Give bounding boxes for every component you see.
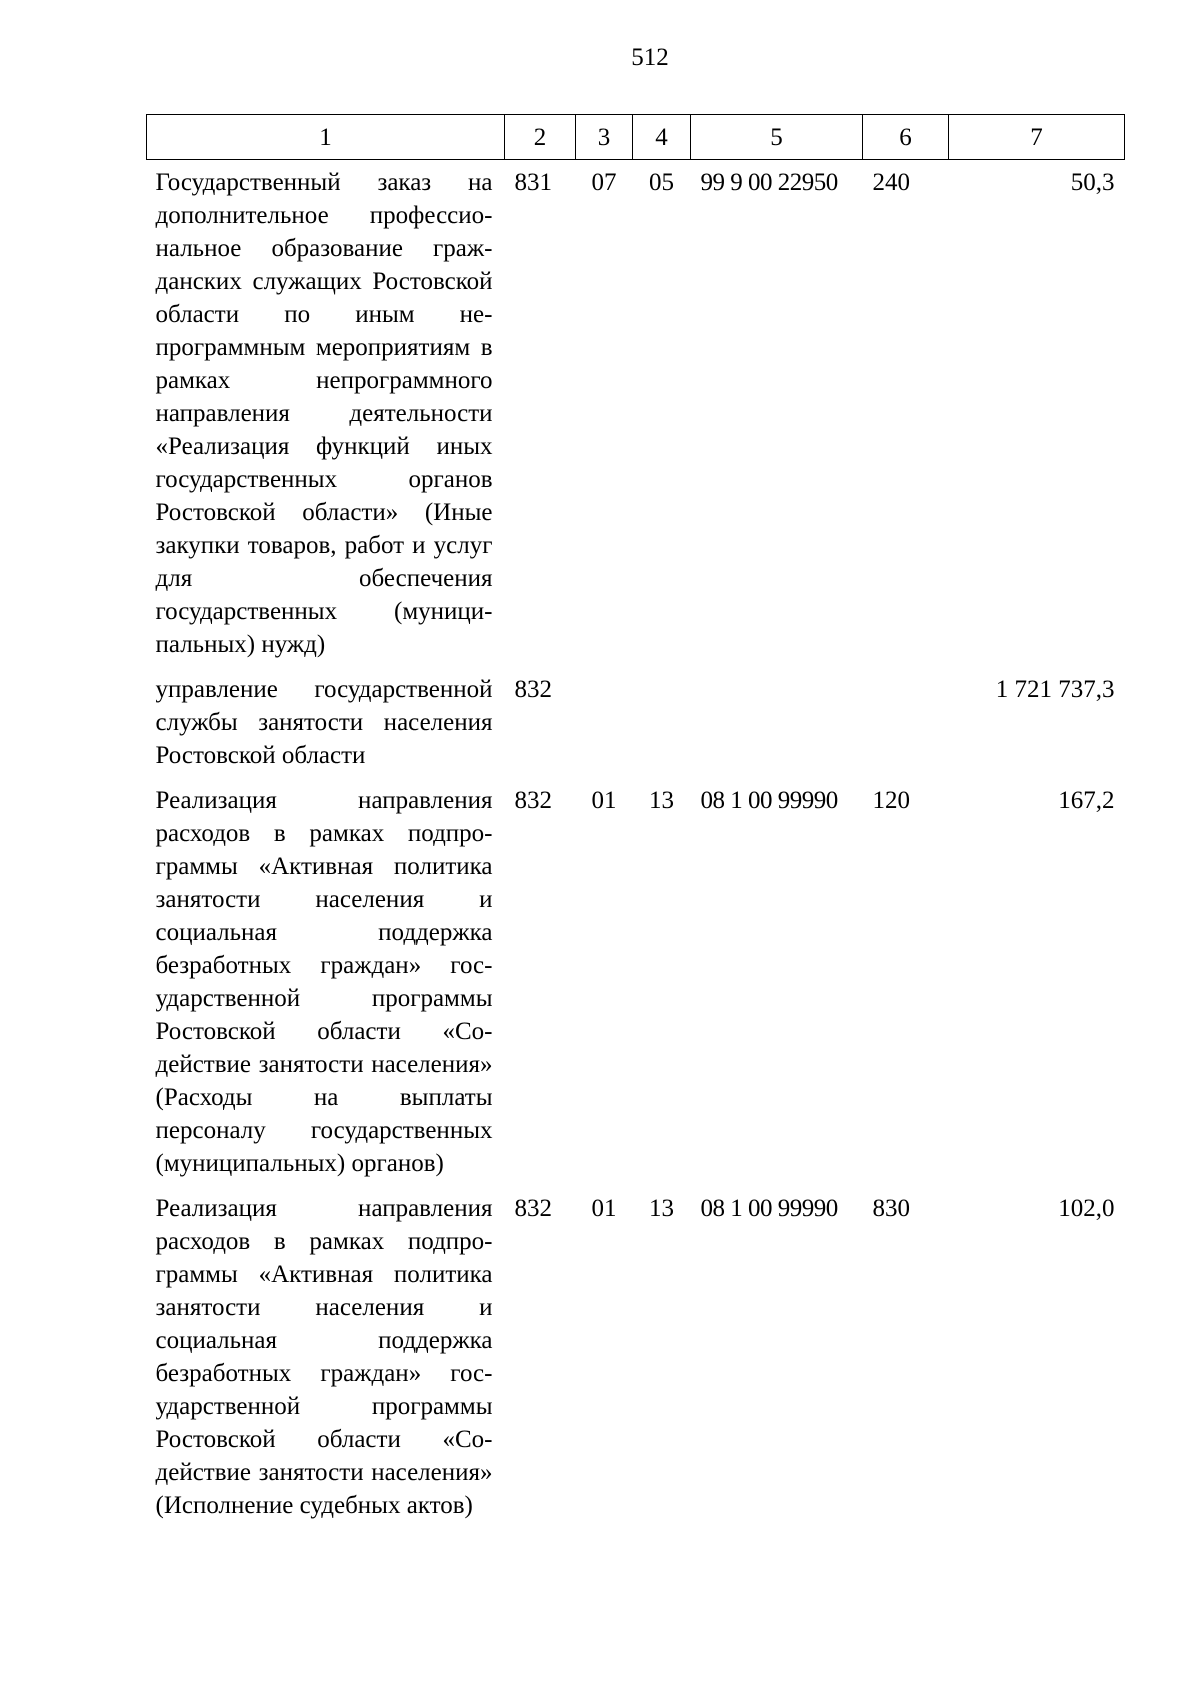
column-header-3: 3 <box>576 115 633 160</box>
table-header-row <box>147 115 1125 160</box>
row-ministry-code: 832 <box>514 1195 552 1222</box>
table-row <box>147 1186 1125 1528</box>
budget-table <box>146 114 1125 1528</box>
row-subsection-code <box>633 667 691 778</box>
row-expense-type: 240 <box>872 169 910 196</box>
row-expense-type: 120 <box>872 787 910 814</box>
row-section-code: 01 <box>591 787 617 814</box>
row-section-code: 01 <box>591 1195 617 1222</box>
row-expense-type: 830 <box>872 1195 910 1222</box>
row-ministry-code: 831 <box>514 169 552 196</box>
row-amount: 1 721 737,3 <box>995 676 1115 703</box>
row-target-article: 08 1 00 99990 <box>700 1195 838 1222</box>
column-header-6: 6 <box>863 115 949 160</box>
row-description: управление государственной службы занятости населения Ростовской области <box>155 676 493 769</box>
column-header-2: 2 <box>505 115 576 160</box>
row-amount: 50,3 <box>1070 169 1115 196</box>
row-target-article: 08 1 00 99990 <box>700 787 838 814</box>
row-section-code <box>576 667 633 778</box>
table-row <box>147 778 1125 1186</box>
row-expense-type <box>863 667 949 778</box>
row-description: Государственный заказ на дополнительное профессиональное образование гражданских служащих Ростовской области по иным непрограммным мероприятиям в рамках непрограммного направления деятельности «Реализация функций иных государственных органов Ростовской области» (Иные закупки товаров, работ и услуг для обеспечения государственных (муниципальных) нужд) <box>155 169 493 658</box>
row-amount: 102,0 <box>1058 1195 1115 1222</box>
table-row <box>147 667 1125 778</box>
column-header-1: 1 <box>147 115 505 160</box>
row-amount: 167,2 <box>1058 787 1115 814</box>
row-target-article: 99 9 00 22950 <box>700 169 838 196</box>
row-description: Реализация направления расходов в рамках подпрограммы «Активная политика занятости населения и социальная поддержка безработных граждан» государственной программы Ростовской области «Содействие занятости населения» (Расходы на выплаты персоналу государственных (муниципальных) органов) <box>155 787 493 1177</box>
row-ministry-code: 832 <box>514 676 552 703</box>
row-subsection-code: 05 <box>649 169 674 196</box>
table-row <box>147 160 1125 668</box>
page-number: 512 <box>631 44 669 71</box>
column-header-4: 4 <box>633 115 691 160</box>
row-subsection-code: 13 <box>649 1195 674 1222</box>
column-header-7: 7 <box>949 115 1125 160</box>
row-ministry-code: 832 <box>514 787 552 814</box>
row-section-code: 07 <box>591 169 617 196</box>
row-subsection-code: 13 <box>649 787 674 814</box>
row-description: Реализация направления расходов в рамках подпрограммы «Активная политика занятости населения и социальная поддержка безработных граждан» государственной программы Ростовской области «Содействие занятости населения» (Исполнение судебных актов) <box>155 1195 493 1519</box>
row-target-article <box>691 667 863 778</box>
column-header-5: 5 <box>691 115 863 160</box>
